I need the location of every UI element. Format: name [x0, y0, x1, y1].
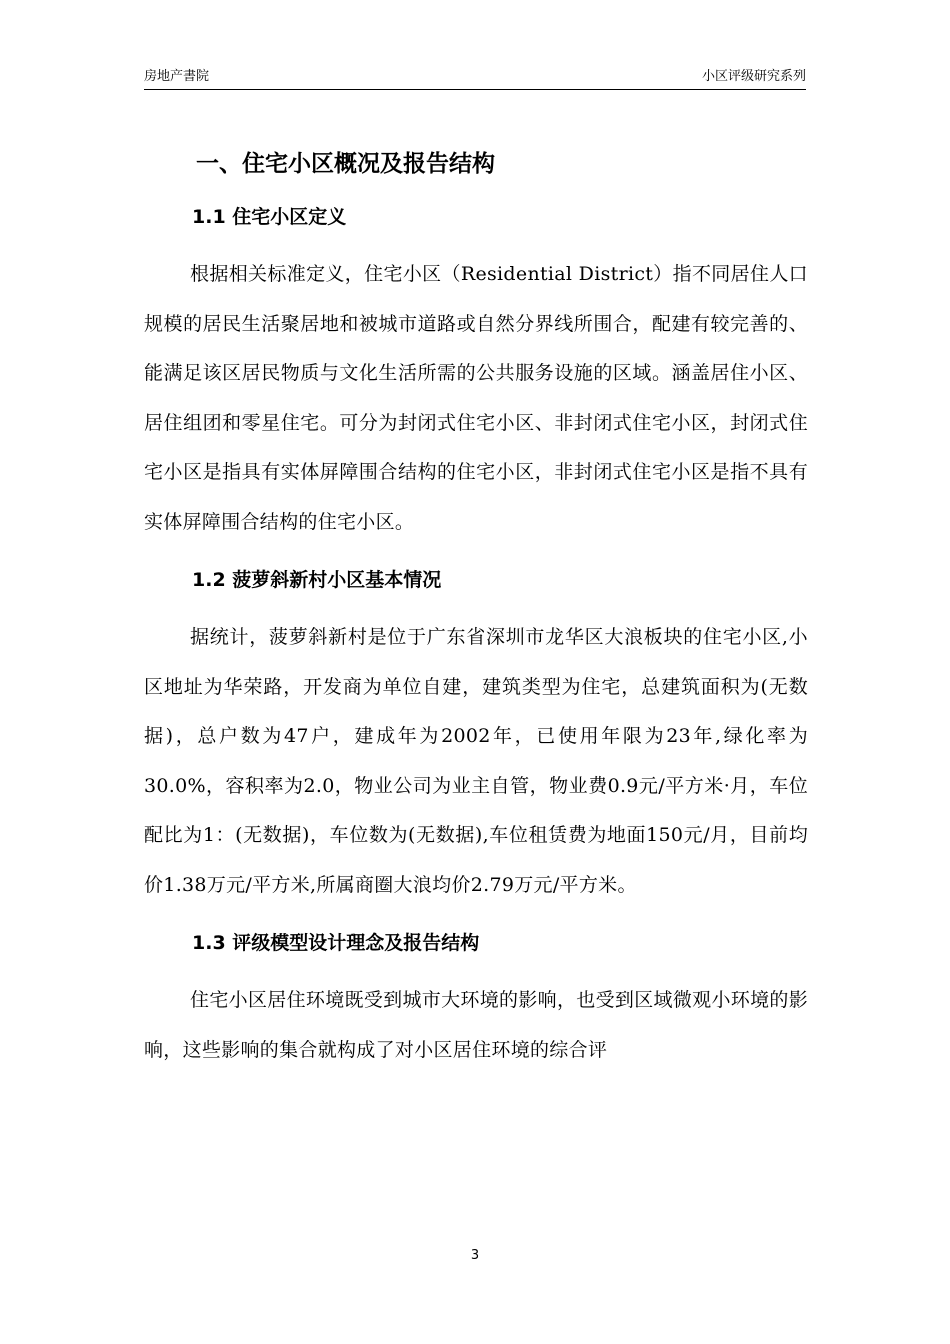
header-series-title: 小区评级研究系列 — [701, 69, 806, 84]
header-publisher: 房地产書院 — [144, 69, 210, 84]
paragraph-basic-info: 据统计，菠萝斜新村是位于广东省深圳市龙华区大浪板块的住宅小区,小区地址为华荣路，开发商为单位自建，建筑类型为住宅，总建筑面积为(无数据)，总户数为47户，建成年为2002年，已使用年限为23年,绿化率为30.0%，容积率为2.0，物业公司为业主自管，物业费0.9元/平方米·月，车位配比为1：(无数据)，车位数为(无数据),车位租赁费为地面150元/月，目前均价1.38万元/平方米,所属商圈大浪均价2.79万元/平方米。 — [144, 626, 808, 896]
subsection-heading-1-1: 1.1 住宅小区定义 — [192, 206, 347, 228]
document-body — [144, 140, 808, 1085]
paragraph-definition: 根据相关标准定义，住宅小区（Residential District）指不同居住人口规模的居民生活聚居地和被城市道路或自然分界线所围合，配建有较完善的、能满足该区居民物质与文化生活所需的公共服务设施的区域。涵盖居住小区、居住组团和零星住宅。可分为封闭式住宅小区、非封闭式住宅小区，封闭式住宅小区是指具有实体屏障围合结构的住宅小区，非封闭式住宅小区是指不具有实体屏障围合结构的住宅小区。 — [144, 263, 808, 533]
page-header — [144, 67, 806, 90]
section-heading: 一、住宅小区概况及报告结构 — [196, 151, 495, 177]
subsection-heading-1-2: 1.2 菠萝斜新村小区基本情况 — [192, 569, 442, 591]
paragraph-model-design: 住宅小区居住环境既受到城市大环境的影响，也受到区域微观小环境的影响，这些影响的集合就构成了对小区居住环境的综合评 — [144, 989, 808, 1061]
page-number: 3 — [470, 1248, 480, 1263]
subsection-heading-1-3: 1.3 评级模型设计理念及报告结构 — [192, 932, 480, 954]
